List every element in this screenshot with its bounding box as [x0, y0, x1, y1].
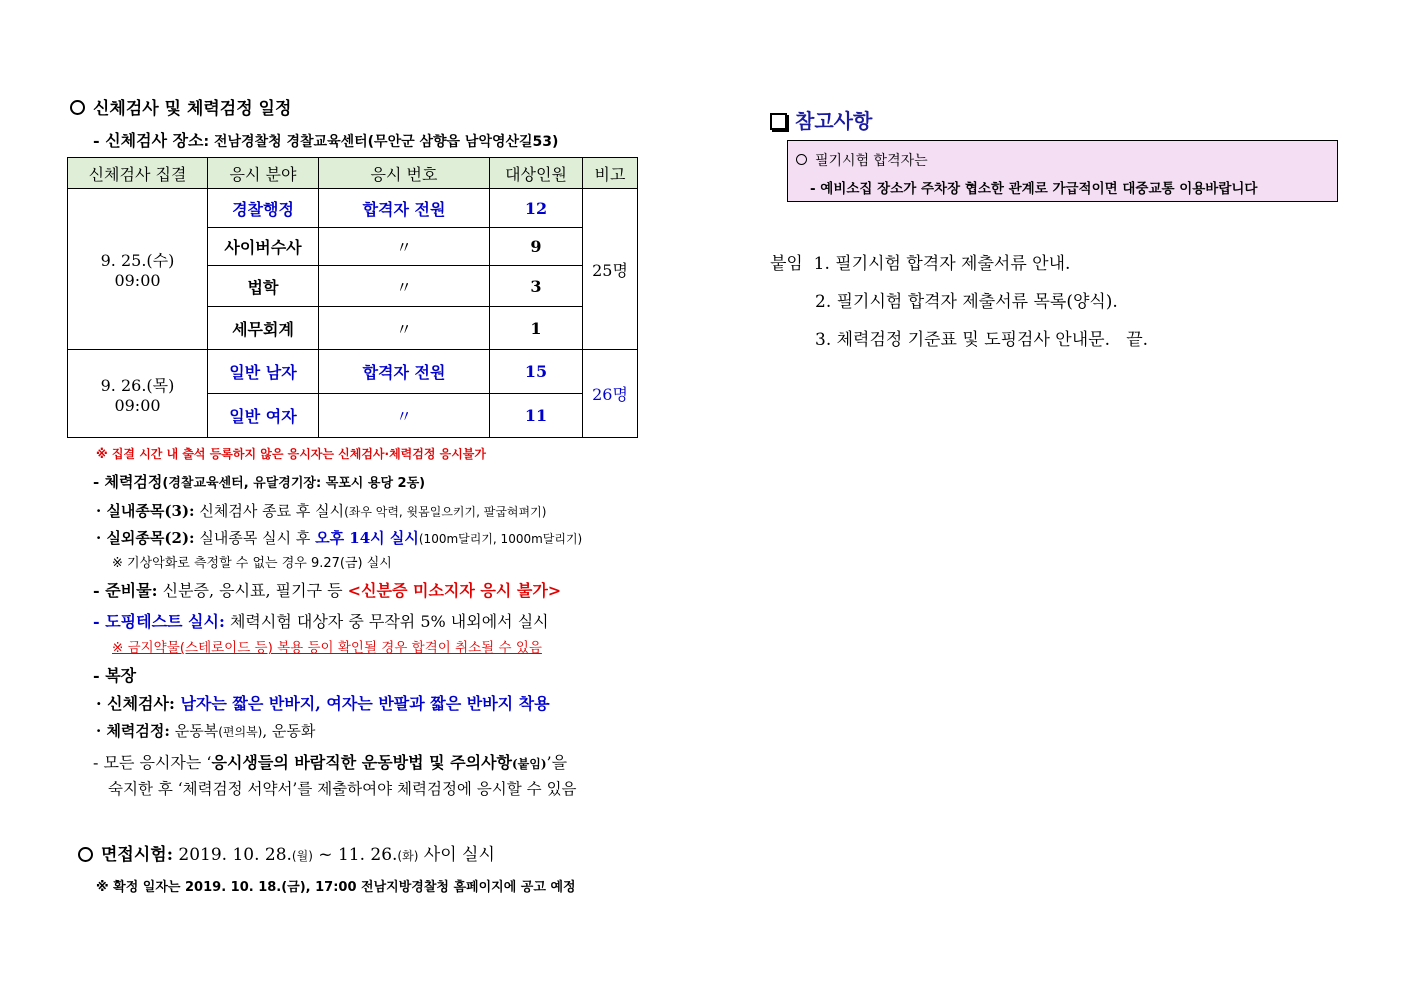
- dress-fitness-line: · 체력검정: 운동복(편의복), 운동화: [96, 722, 316, 740]
- all-applicants-line1: - 모든 응시자는 ‘응시생들의 바람직한 운동방법 및 주의사항(붙임)’을: [93, 753, 568, 772]
- note-cell: 25명: [583, 189, 638, 350]
- count-cell: 9: [490, 228, 583, 266]
- interview-line: 면접시험: 2019. 10. 28.(월) ~ 11. 26.(화) 사이 실시: [78, 840, 495, 865]
- schedule-table: [67, 157, 638, 438]
- count-cell: 1: [490, 307, 583, 350]
- square-bullet-icon: [770, 113, 787, 130]
- note-cell: 26명: [583, 350, 638, 438]
- count-cell: 12: [490, 189, 583, 228]
- interview-note: ※ 확정 일자는 2019. 10. 18.(금), 17:00 전남지방경찰청 홈페이지에 공고 예정: [96, 880, 576, 895]
- weather-note: ※ 기상악화로 측정할 수 없는 경우 9.27(금) 실시: [112, 556, 392, 571]
- field-cell: 세무회계: [208, 307, 319, 350]
- count-cell: 15: [490, 350, 583, 394]
- number-cell: 〃: [319, 394, 490, 438]
- table-row: [68, 350, 638, 394]
- dress-heading: - 복장: [93, 666, 137, 685]
- table-header-row: [68, 158, 638, 189]
- field-cell: 사이버수사: [208, 228, 319, 266]
- number-cell: 합격자 전원: [319, 189, 490, 228]
- number-cell: 〃: [319, 228, 490, 266]
- date-cell: 9. 26.(목) 09:00: [68, 350, 208, 438]
- field-cell: 일반 여자: [208, 394, 319, 438]
- all-applicants-line2: 숙지한 후 ‘체력검정 서약서’를 제출하여야 체력검정에 응시할 수 있음: [108, 780, 577, 798]
- table-row: [68, 189, 638, 228]
- attachment-1: 붙임 1. 필기시험 합격자 제출서류 안내.: [770, 254, 1071, 274]
- count-cell: 11: [490, 394, 583, 438]
- circle-bullet-icon: [78, 847, 93, 862]
- dress-physical-line: · 신체검사: 남자는 짧은 반바지, 여자는 반팔과 짧은 반바지 착용: [96, 694, 550, 713]
- count-cell: 3: [490, 266, 583, 307]
- doping-line: - 도핑테스트 실시: 체력시험 대상자 중 무작위 5% 내외에서 실시: [93, 612, 549, 631]
- number-cell: 〃: [319, 266, 490, 307]
- indoor-line: · 실내종목(3): 신체검사 종료 후 실시(좌우 악력, 윗몸일으키기, 팔굽혀펴기): [96, 502, 547, 520]
- reference-line1: 필기시험 합격자는: [796, 150, 928, 170]
- header-cell: 응시 번호: [319, 158, 490, 189]
- reference-heading: 참고사항: [770, 105, 872, 134]
- reference-line2: - 예비소집 장소가 주차장 협소한 관계로 가급적이면 대중교통 이용바랍니다: [810, 181, 1258, 197]
- field-cell: 일반 남자: [208, 350, 319, 394]
- prep-line: - 준비물: 신분증, 응시표, 필기구 등 <신분증 미소지자 응시 불가>: [93, 581, 562, 600]
- attachment-3: 3. 체력검정 기준표 및 도핑검사 안내문. 끝.: [815, 330, 1149, 350]
- fitness-line: - 체력검정(경찰교육센터, 유달경기장: 목포시 용당 2동): [93, 473, 426, 491]
- number-cell: 합격자 전원: [319, 350, 490, 394]
- section1-heading: 신체검사 및 체력검정 일정: [70, 94, 291, 119]
- header-cell: 대상인원: [490, 158, 583, 189]
- attendance-warning: ※ 집결 시간 내 출석 등록하지 않은 응시자는 신체검사·체력검정 응시불가: [96, 447, 486, 461]
- field-cell: 법학: [208, 266, 319, 307]
- circle-bullet-icon: [70, 100, 85, 115]
- reference-box: [787, 140, 1338, 202]
- doping-note: ※ 금지약물(스테로이드 등) 복용 등이 확인될 경우 합격이 취소될 수 있음: [112, 640, 542, 656]
- header-cell: 신체검사 집결: [68, 158, 208, 189]
- field-cell: 경찰행정: [208, 189, 319, 228]
- attachment-2: 2. 필기시험 합격자 제출서류 목록(양식).: [815, 292, 1118, 312]
- location-line: - 신체검사 장소: 전남경찰청 경찰교육센터(무안군 삼향읍 남악영산길53): [93, 131, 559, 150]
- date-cell: 9. 25.(수) 09:00: [68, 189, 208, 350]
- outdoor-line: · 실외종목(2): 실내종목 실시 후 오후 14시 실시(100m달리기, 1000m달리기): [96, 529, 583, 547]
- header-cell: 비고: [583, 158, 638, 189]
- end-mark: 끝.: [1126, 330, 1149, 350]
- header-cell: 응시 분야: [208, 158, 319, 189]
- circle-bullet-icon: [796, 154, 807, 165]
- number-cell: 〃: [319, 307, 490, 350]
